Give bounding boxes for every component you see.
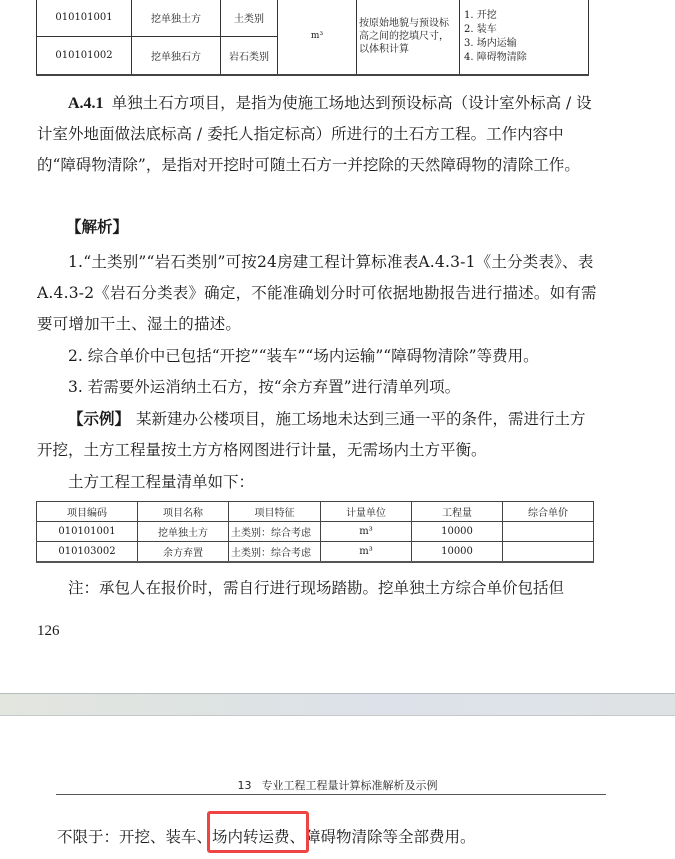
table-row [37,0,589,37]
analysis-item-3: 3. 若需要外运消纳土石方，按“余方弃置”进行清单列项。 [68,378,461,396]
highlighted-text: 场内转运费、 [212,828,306,846]
item-unit: m³ [278,0,357,75]
chapter-title: 专业工程工程量计算标准解析及示例 [261,779,438,792]
note-paragraph: 注：承包人在报价时，需自行进行现场踏勘。挖单独土方综合单价包括但 [68,579,565,597]
cell-unit: m³ [321,542,412,563]
section-a41 [37,88,597,181]
work-item: 1. 开挖 [464,10,497,21]
cell-feature: 土类别：综合考虑 [229,542,321,563]
col-header: 项目名称 [138,502,229,522]
page-gap [0,693,675,716]
cell-unit-price [503,542,594,563]
analysis-item-1: 1.“土类别”“岩石类别”可按24房建工程计算标准表A.4.3-1《土分类表》、表A.4.3-2《岩石分类表》确定，不能准确划分时可依据地勘报告进行描述。如有需要可增加干土、湿土的描述。 [37,253,597,333]
cell-quantity: 10000 [412,522,503,542]
example-paragraph [37,404,597,466]
table-header-row [37,502,594,522]
note-text-before: 不限于：开挖、装车、 [57,828,213,846]
col-header: 工程量 [412,502,503,522]
chapter-number: 13 [237,779,252,792]
item-name: 挖单独石方 [132,37,221,75]
work-item: 4. 障碍物清除 [464,52,527,63]
calc-rule: 按原始地貌与预设标高之间的挖填尺寸，以体积计算 [357,0,460,75]
cell-name: 挖单独土方 [138,522,229,542]
item-feature: 土类别 [221,0,278,37]
section-number: A.4.1 [68,95,104,112]
cell-name: 余方弃置 [138,542,229,563]
item-feature: 岩石类别 [221,37,278,75]
example-label: 【示例】 [68,410,131,428]
analysis-item-2: 2. 综合单价中已包括“开挖”“装车”“场内运输”“障碍物清除”等费用。 [68,347,539,365]
table-row [37,522,594,542]
col-header: 计量单位 [321,502,412,522]
highlight-annotation-box [207,811,309,853]
cell-code: 010103002 [37,542,138,563]
col-header: 项目特征 [229,502,321,522]
header-rule [56,794,606,795]
bill-of-quantities-table [36,501,594,563]
section-text: 单独土石方项目，是指为使施工场地达到预设标高（设计室外标高 / 设计室外地面做法底标高 / 委托人指定标高）所进行的土石方工程。工作内容中的“障碍物清除”，是指对开挖时可随土石方一并挖除的天然障碍物的清除工作。 [37,94,592,174]
analysis-heading: 【解析】 [66,218,129,236]
col-header: 项目编码 [37,502,138,522]
bill-intro: 土方工程工程量清单如下： [68,473,255,491]
table-row [37,542,594,563]
col-header: 综合单价 [503,502,594,522]
work-content [460,0,589,75]
example-text: 某新建办公楼项目，施工场地未达到三通一平的条件，需进行土方开挖，土方工程量按土方方格网图进行计量，无需场内土方平衡。 [37,410,586,459]
work-item: 2. 装车 [464,24,497,35]
note-continuation [57,822,617,853]
item-code: 010101001 [37,0,132,37]
cell-unit-price [503,522,594,542]
top-standard-table [36,0,589,76]
cell-feature: 土类别：综合考虑 [229,522,321,542]
page-number: 126 [37,623,60,639]
work-item: 3. 场内运输 [464,38,517,49]
note-text-after: 障碍物清除等全部费用。 [305,828,476,846]
running-header [0,777,675,793]
item-code: 010101002 [37,37,132,75]
cell-code: 010101001 [37,522,138,542]
cell-unit: m³ [321,522,412,542]
item-name: 挖单独土方 [132,0,221,37]
cell-quantity: 10000 [412,542,503,563]
